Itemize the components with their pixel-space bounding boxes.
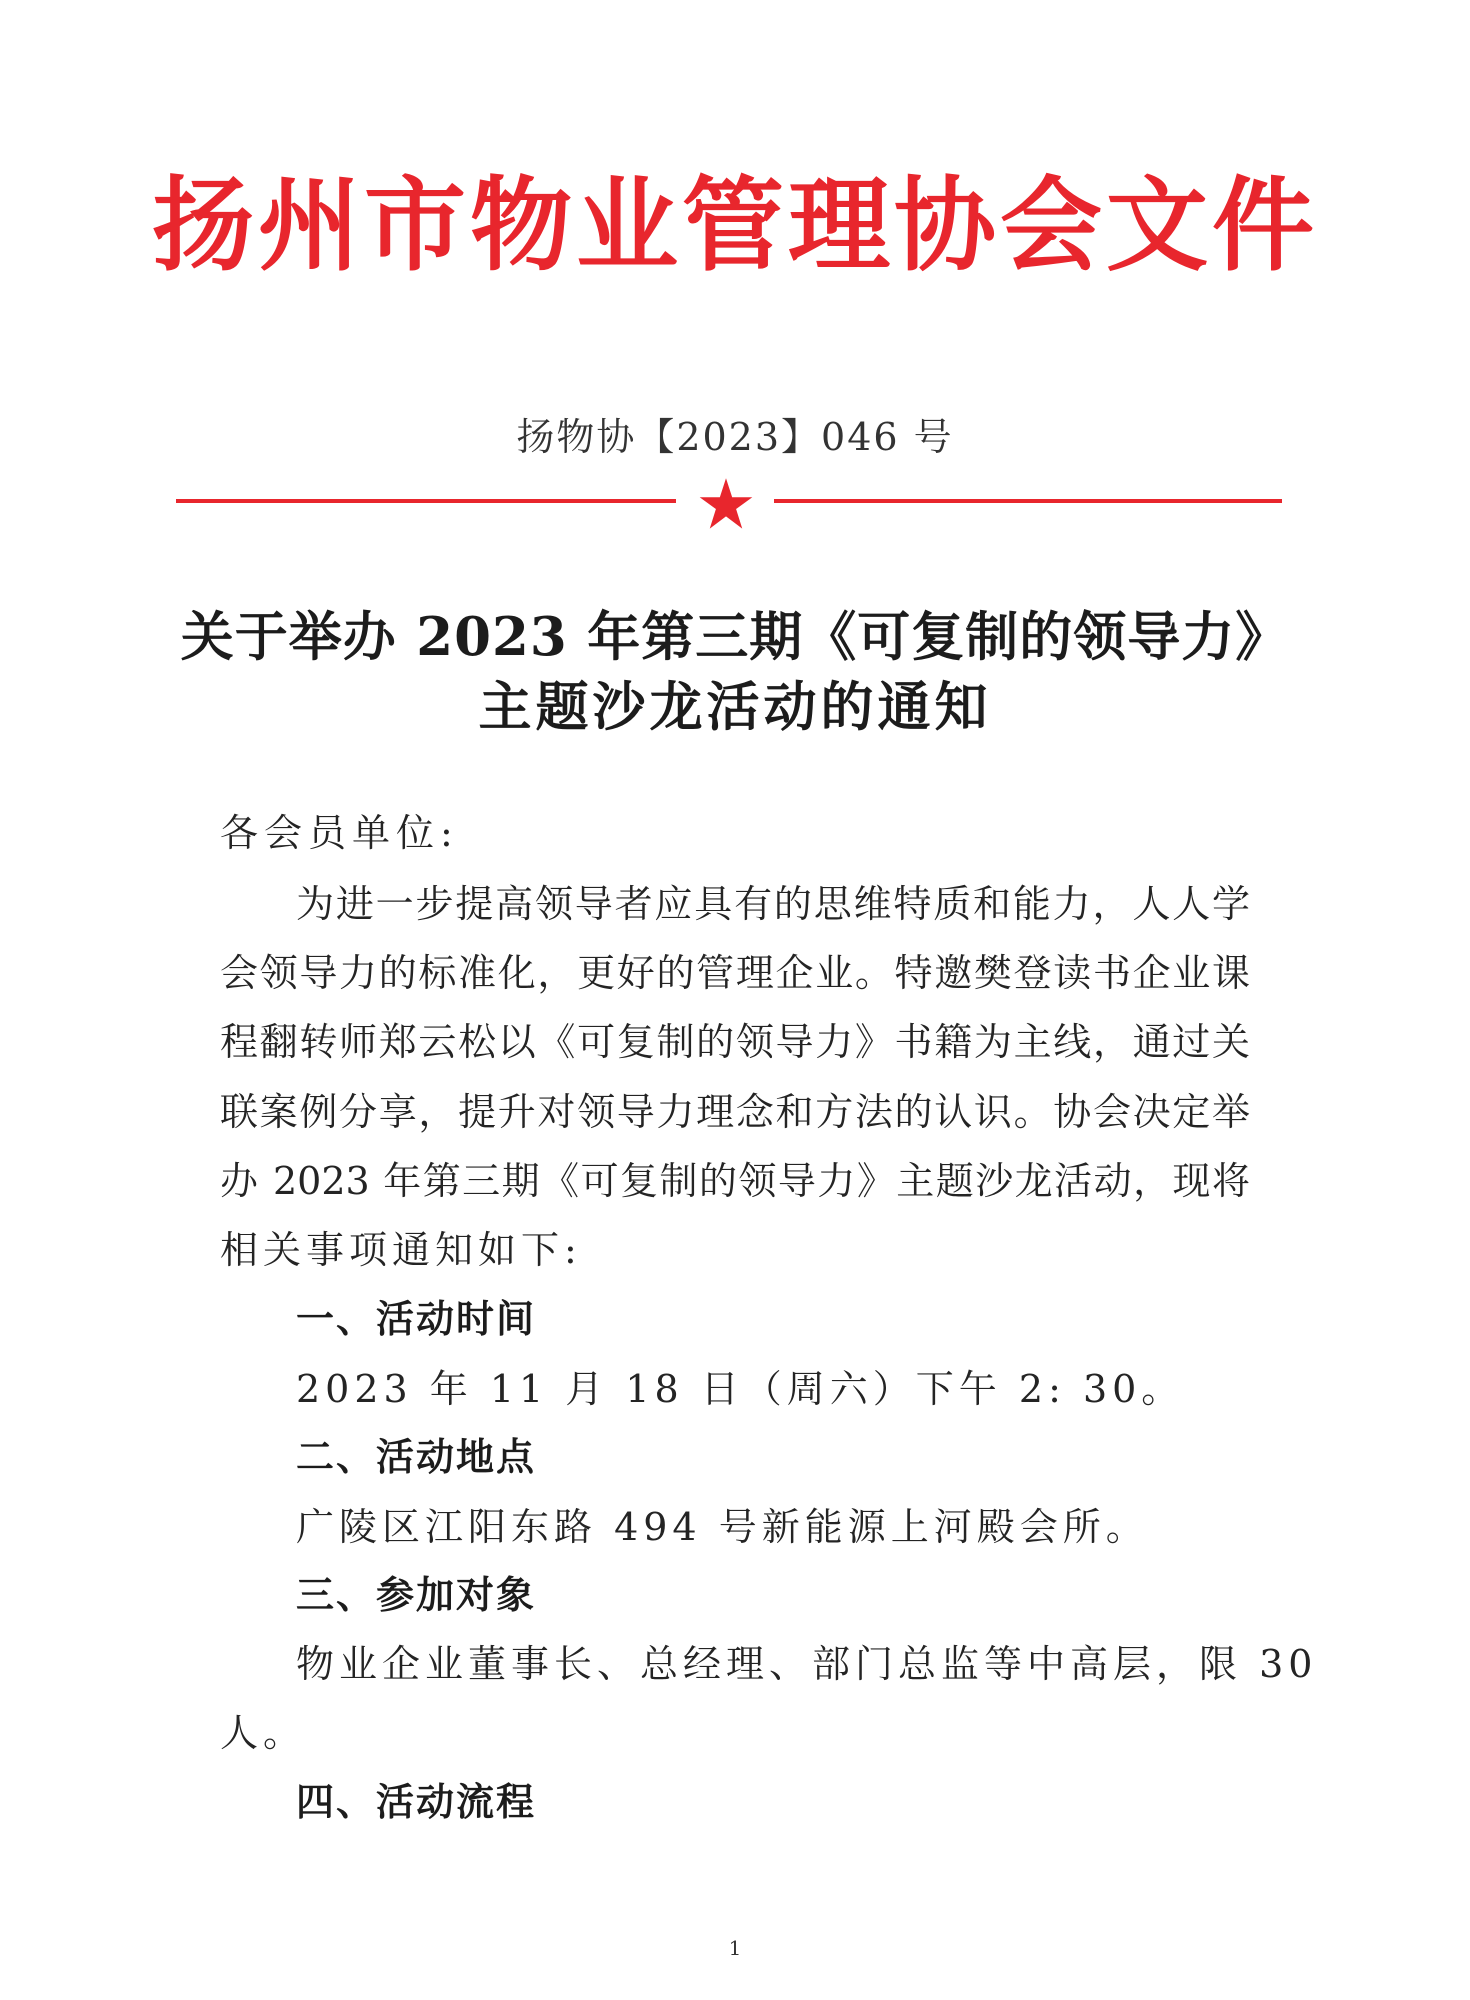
page-number: 1 bbox=[728, 1936, 742, 1960]
section-heading-process: 四、活动流程 bbox=[296, 1779, 537, 1824]
body-line-6: 相关事项通知如下: bbox=[220, 1228, 582, 1272]
red-rule-right bbox=[774, 499, 1282, 503]
section-text-participants-cont: 人。 bbox=[220, 1711, 307, 1755]
section-heading-participants: 三、参加对象 bbox=[296, 1572, 537, 1617]
section-text-location: 广陵区江阳东路 494 号新能源上河殿会所。 bbox=[296, 1505, 1149, 1549]
body-line-5: 办 2023 年第三期《可复制的领导力》主题沙龙活动，现将 bbox=[220, 1159, 1250, 1203]
section-heading-time: 一、活动时间 bbox=[296, 1296, 537, 1341]
section-text-participants: 物业企业董事长、总经理、部门总监等中高层，限 30 bbox=[296, 1642, 1318, 1686]
star-icon bbox=[698, 476, 754, 532]
document-number: 扬物协【2023】046 号 bbox=[516, 415, 954, 459]
salutation: 各会员单位: bbox=[220, 811, 459, 855]
body-line-4: 联案例分享，提升对领导力理念和方法的认识。协会决定举 bbox=[220, 1090, 1250, 1134]
section-heading-location: 二、活动地点 bbox=[296, 1434, 537, 1479]
red-rule-left bbox=[176, 499, 676, 503]
notice-title-line-2: 主题沙龙活动的通知 bbox=[478, 676, 992, 738]
masthead: 扬州市物业管理协会文件 bbox=[152, 166, 1318, 286]
notice-title-line-1: 关于举办 2023 年第三期《可复制的领导力》 bbox=[180, 606, 1290, 668]
section-text-time: 2023 年 11 月 18 日（周六）下午 2: 30。 bbox=[296, 1367, 1185, 1411]
body-line-1: 为进一步提高领导者应具有的思维特质和能力，人人学 bbox=[296, 882, 1250, 926]
body-line-3: 程翻转师郑云松以《可复制的领导力》书籍为主线，通过关 bbox=[220, 1020, 1250, 1064]
body-line-2: 会领导力的标准化，更好的管理企业。特邀樊登读书企业课 bbox=[220, 951, 1250, 995]
